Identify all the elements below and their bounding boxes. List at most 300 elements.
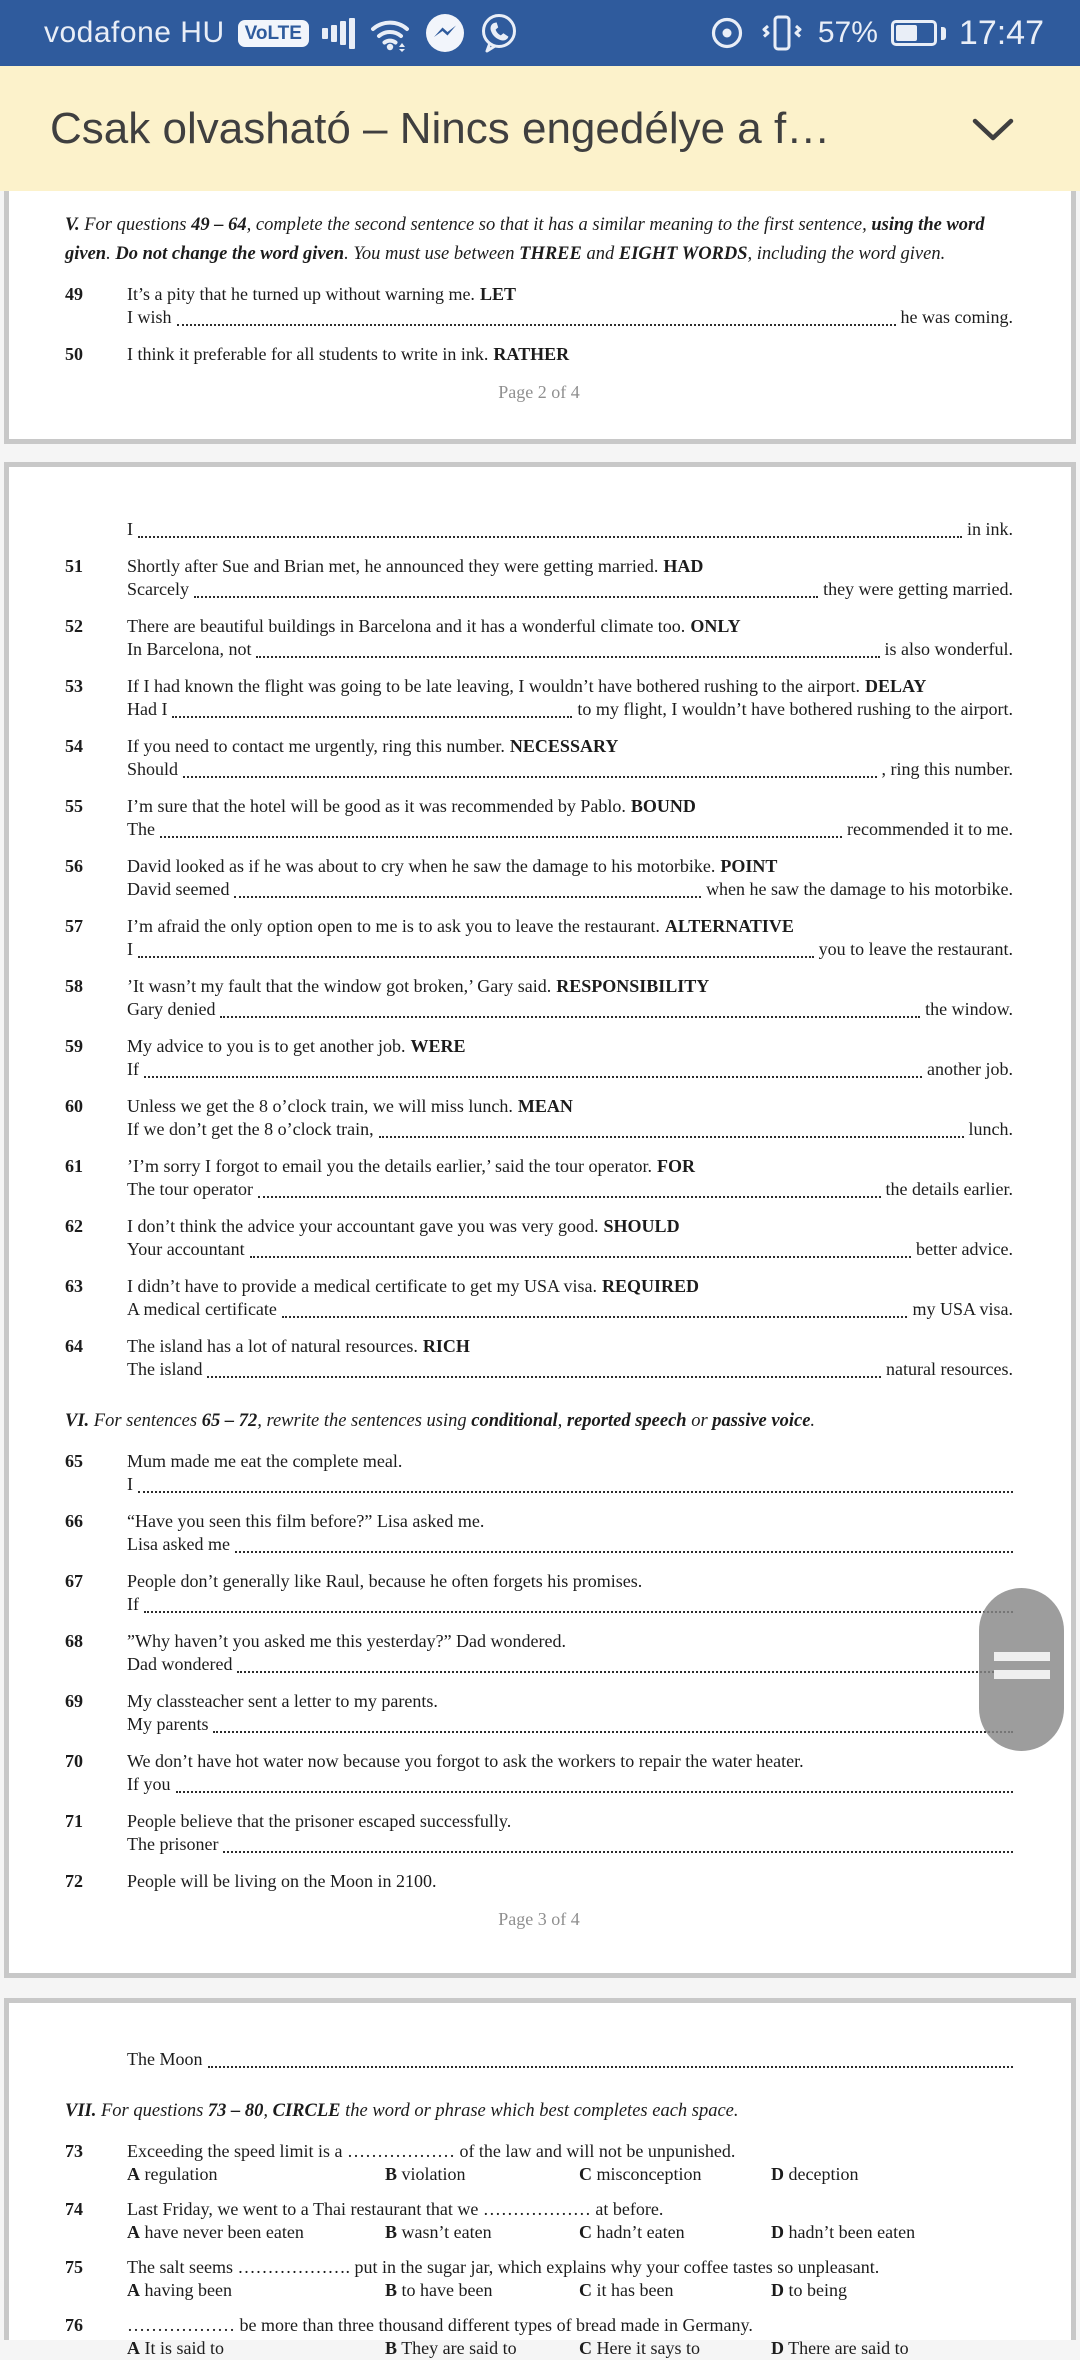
instruction-text: , rewrite the sentences using	[257, 1411, 472, 1431]
option-letter: B	[385, 2164, 398, 2184]
answer-line	[127, 1298, 1013, 1321]
sentence-text: It’s a pity that he turned up without warning me.	[127, 284, 475, 304]
instruction-text: or	[686, 1411, 713, 1431]
option-letter: D	[771, 2280, 784, 2300]
answer-line	[127, 1238, 1013, 1261]
mcq-option	[385, 2221, 579, 2244]
answer-line	[127, 1773, 1013, 1796]
question-sentence	[127, 675, 1013, 698]
instruction-text: 49 – 64	[191, 215, 247, 235]
question-item	[65, 2140, 1013, 2186]
option-text: There are said to	[784, 2338, 909, 2358]
document-page	[4, 191, 1076, 444]
question-body	[127, 343, 1013, 366]
answer-line	[127, 1358, 1013, 1381]
banner-title: Csak olvasható – Nincs engedélye a f…	[50, 103, 831, 153]
instruction-text: For questions	[96, 2101, 208, 2121]
answer-prefix: I	[127, 519, 133, 539]
option-letter: C	[579, 2280, 592, 2300]
sentence-text: My classteacher sent a letter to my parents.	[127, 1691, 438, 1711]
question-sentence	[127, 1810, 1013, 1833]
question-number: 75	[65, 2257, 83, 2277]
question-body	[127, 1450, 1013, 1496]
answer-prefix: Had I	[127, 699, 168, 719]
given-keyword: FOR	[656, 1156, 695, 1176]
given-keyword: POINT	[720, 856, 778, 876]
question-number: 68	[65, 1631, 83, 1651]
question-item	[65, 1750, 1013, 1796]
answer-dots	[138, 521, 962, 538]
mcq-option	[771, 2163, 1013, 2186]
question-item	[65, 2256, 1013, 2302]
question-number: 49	[65, 284, 83, 304]
question-number: 54	[65, 736, 83, 756]
answer-suffix: natural resources.	[886, 1359, 1013, 1379]
answer-suffix: when he saw the damage to his motorbike.	[706, 879, 1013, 899]
answer-dots	[250, 1241, 911, 1258]
question-body	[127, 975, 1013, 1021]
option-text: misconception	[592, 2164, 702, 2184]
drag-handle-lines	[994, 1670, 1050, 1679]
instruction-text: .	[106, 244, 116, 264]
instruction-text: ,	[557, 1411, 567, 1431]
question-body	[127, 1335, 1013, 1381]
instruction-text: Do not change the word given	[115, 244, 345, 264]
answer-suffix: to my flight, I wouldn’t have bothered rushing to the airport.	[577, 699, 1013, 719]
question-body	[127, 795, 1013, 841]
answer-dots	[207, 1361, 881, 1378]
instruction-text: , including the word given.	[747, 244, 946, 264]
answer-line	[127, 758, 1013, 781]
question-body	[127, 1630, 1013, 1676]
question-item	[65, 1035, 1013, 1081]
sentence-text: The island has a lot of natural resources.	[127, 1336, 418, 1356]
sentence-text: People will be living on the Moon in 2100.	[127, 1871, 437, 1891]
sentence-text: ’I’m sorry I forgot to email you the details earlier,’ said the tour operator.	[127, 1156, 652, 1176]
question-sentence	[127, 343, 1013, 366]
sentence-text: ’It wasn’t my fault that the window got broken,’ Gary said.	[127, 976, 552, 996]
answer-line	[127, 1593, 1013, 1616]
option-letter: D	[771, 2164, 784, 2184]
question-body	[127, 1155, 1013, 1201]
answer-line	[127, 638, 1013, 661]
question-number: 66	[65, 1511, 83, 1531]
viber-icon	[478, 12, 520, 54]
instruction-text: the word or phrase which best completes each space.	[340, 2101, 739, 2121]
question-item	[65, 1095, 1013, 1141]
given-keyword: SHOULD	[603, 1216, 680, 1236]
answer-dots	[194, 581, 818, 598]
mcq-option	[771, 2337, 1013, 2360]
question-body	[127, 1215, 1013, 1261]
question-sentence	[127, 2198, 1013, 2221]
instruction-text: passive voice	[712, 1411, 811, 1431]
question-item	[65, 1870, 1013, 1893]
answer-dots	[177, 309, 896, 326]
instruction-text: VII.	[65, 2101, 97, 2121]
question-sentence	[127, 615, 1013, 638]
given-keyword: WERE	[410, 1036, 466, 1056]
mcq-option	[127, 2279, 385, 2302]
document-page	[4, 462, 1076, 1978]
question-body	[127, 1690, 1013, 1736]
question-item	[65, 2198, 1013, 2244]
instruction-text: 73 – 80	[207, 2101, 264, 2121]
vibrate-icon	[759, 13, 805, 53]
question-number: 73	[65, 2141, 83, 2161]
document-scroll-area[interactable]	[0, 191, 1080, 2358]
question-number: 63	[65, 1276, 83, 1296]
question-body	[127, 1810, 1013, 1856]
answer-dots	[138, 941, 814, 958]
instruction-text: using the word given	[65, 215, 985, 264]
eye-icon	[708, 14, 746, 52]
sentence-text: Shortly after Sue and Brian met, he announced they were getting married.	[127, 556, 659, 576]
question-body	[127, 615, 1013, 661]
mcq-option	[127, 2221, 385, 2244]
answer-dots	[256, 641, 879, 658]
option-letter: D	[771, 2222, 784, 2242]
document-pages	[0, 191, 1080, 2358]
answer-line	[127, 1118, 1013, 1141]
answer-line	[127, 518, 1013, 541]
answer-prefix: The Moon	[127, 2049, 203, 2069]
question-body	[127, 2048, 1013, 2071]
answer-prefix: The tour operator	[127, 1179, 253, 1199]
question-sentence	[127, 1510, 1013, 1533]
page-number-footer: Page 3 of 4	[498, 1909, 580, 1929]
question-sentence	[127, 1035, 1013, 1058]
mcq-option	[579, 2163, 771, 2186]
option-letter: A	[127, 2164, 140, 2184]
question-body	[127, 2256, 1013, 2302]
option-letter: B	[385, 2280, 398, 2300]
question-item	[65, 735, 1013, 781]
option-text: regulation	[140, 2164, 218, 2184]
sentence-text: I’m sure that the hotel will be good as it was recommended by Pablo.	[127, 796, 626, 816]
sentence-text: If you need to contact me urgently, ring this number.	[127, 736, 505, 756]
given-keyword: MEAN	[517, 1096, 573, 1116]
question-number: 53	[65, 676, 83, 696]
sentence-text: People don’t generally like Raul, because he often forgets his promises.	[127, 1571, 643, 1591]
question-number: 71	[65, 1811, 83, 1831]
option-letter: A	[127, 2222, 140, 2242]
given-keyword: RESPONSIBILITY	[556, 976, 710, 996]
sentence-text: Unless we get the 8 o’clock train, we will miss lunch.	[127, 1096, 513, 1116]
question-item	[65, 855, 1013, 901]
answer-suffix: he was coming.	[900, 307, 1013, 327]
answer-prefix: I	[127, 1474, 133, 1494]
answer-prefix: I	[127, 939, 133, 959]
question-body	[127, 1750, 1013, 1796]
option-text: to have been	[397, 2280, 493, 2300]
question-sentence	[127, 795, 1013, 818]
instruction-text: .	[810, 1411, 816, 1431]
option-text: wasn’t eaten	[397, 2222, 492, 2242]
given-keyword: RATHER	[493, 344, 570, 364]
question-body	[127, 735, 1013, 781]
carrier-label: vodafone HU	[44, 16, 225, 49]
question-body	[127, 675, 1013, 721]
answer-prefix: If we don’t get the 8 o’clock train,	[127, 1119, 374, 1139]
option-text: It is said to	[140, 2338, 224, 2358]
question-sentence	[127, 2314, 1013, 2337]
answer-suffix: is also wonderful.	[884, 639, 1013, 659]
document-page	[4, 1998, 1076, 2358]
question-number: 64	[65, 1336, 83, 1356]
sentence-text: We don’t have hot water now because you forgot to ask the workers to repair the water heater.	[127, 1751, 804, 1771]
answer-dots	[138, 1476, 1013, 1493]
sentence-text: I’m afraid the only option open to me is to ask you to leave the restaurant.	[127, 916, 660, 936]
answer-dots	[176, 1776, 1014, 1793]
given-keyword: ONLY	[690, 616, 741, 636]
option-text: They are said to	[397, 2338, 517, 2358]
messenger-icon	[425, 13, 465, 53]
question-sentence	[127, 1870, 1013, 1893]
question-sentence	[127, 915, 1013, 938]
question-body	[127, 1095, 1013, 1141]
option-text: deception	[784, 2164, 859, 2184]
instruction-text: conditional	[471, 1411, 558, 1431]
question-number	[65, 518, 127, 541]
answer-prefix: Scarcely	[127, 579, 189, 599]
question-item	[65, 555, 1013, 601]
question-number: 65	[65, 1451, 83, 1471]
question-body	[127, 1275, 1013, 1321]
option-letter: B	[385, 2338, 398, 2358]
answer-prefix: A medical certificate	[127, 1299, 277, 1319]
mcq-option	[579, 2221, 771, 2244]
answer-line	[127, 818, 1013, 841]
fast-scroll-handle[interactable]	[979, 1588, 1064, 1751]
answer-prefix: Should	[127, 759, 179, 779]
answer-dots	[379, 1121, 964, 1138]
answer-line	[127, 998, 1013, 1021]
answer-prefix: The island	[127, 1359, 203, 1379]
question-number	[65, 2048, 127, 2071]
question-number: 69	[65, 1691, 83, 1711]
question-sentence	[127, 1450, 1013, 1473]
question-number: 67	[65, 1571, 83, 1591]
answer-prefix: My parents	[127, 1714, 209, 1734]
answer-suffix: , ring this number.	[881, 759, 1013, 779]
instruction-text: 65 – 72	[201, 1411, 258, 1431]
question-item	[65, 1630, 1013, 1676]
answer-prefix: Dad wondered	[127, 1654, 233, 1674]
answer-line	[127, 698, 1013, 721]
question-item	[65, 1155, 1013, 1201]
option-letter: C	[579, 2222, 592, 2242]
answer-dots	[183, 761, 876, 778]
given-keyword: BOUND	[630, 796, 696, 816]
option-text: hadn’t eaten	[592, 2222, 685, 2242]
answer-suffix: lunch.	[968, 1119, 1013, 1139]
answer-dots	[160, 821, 842, 838]
question-sentence	[127, 2140, 1013, 2163]
sentence-text: If I had known the flight was going to be late leaving, I wouldn’t have bothered rushing to the airport.	[127, 676, 860, 696]
question-item	[65, 795, 1013, 841]
question-body	[127, 1870, 1013, 1893]
question-sentence	[127, 1275, 1013, 1298]
sentence-text: My advice to you is to get another job.	[127, 1036, 406, 1056]
answer-suffix: they were getting married.	[823, 579, 1013, 599]
instruction-text: For questions	[79, 215, 192, 235]
option-letter: A	[127, 2280, 140, 2300]
instruction-text: . You must use between	[344, 244, 520, 264]
answer-dots	[235, 1536, 1013, 1553]
given-keyword: NECESSARY	[509, 736, 619, 756]
option-text: have never been eaten	[140, 2222, 304, 2242]
answer-line	[127, 1178, 1013, 1201]
instruction-text: VI.	[65, 1411, 90, 1431]
answer-line	[127, 578, 1013, 601]
mcq-option	[385, 2337, 579, 2360]
mcq-option	[127, 2163, 385, 2186]
sentence-text: The salt seems ………………. put in the sugar jar, which explains why your coffee tastes so unpleasant.	[127, 2257, 880, 2277]
mcq-options	[127, 2279, 1013, 2302]
instruction-text: V.	[65, 215, 80, 235]
question-number: 58	[65, 976, 83, 996]
answer-suffix: my USA visa.	[912, 1299, 1013, 1319]
answer-line	[127, 1473, 1013, 1496]
answer-prefix: The	[127, 819, 155, 839]
mcq-option	[579, 2337, 771, 2360]
battery-nub	[941, 27, 946, 40]
page-number-footer: Page 2 of 4	[498, 382, 580, 402]
given-keyword: DELAY	[865, 676, 927, 696]
answer-line	[127, 878, 1013, 901]
question-item	[65, 1570, 1013, 1616]
answer-prefix: If	[127, 1594, 139, 1614]
instruction-text: THREE	[519, 244, 582, 264]
mcq-option	[771, 2221, 1013, 2244]
answer-dots	[258, 1181, 881, 1198]
mcq-option	[579, 2279, 771, 2302]
chevron-down-icon[interactable]	[970, 114, 1016, 144]
answer-dots	[144, 1061, 922, 1078]
question-number: 56	[65, 856, 83, 876]
question-item	[65, 343, 1013, 366]
question-item	[65, 675, 1013, 721]
answer-prefix: The prisoner	[127, 1834, 219, 1854]
clock-label: 17:47	[958, 13, 1044, 52]
answer-prefix: If you	[127, 1774, 171, 1794]
answer-line	[127, 1533, 1013, 1556]
sentence-text: ”Why haven’t you asked me this yesterday?” Dad wondered.	[127, 1631, 567, 1651]
question-item	[65, 1335, 1013, 1381]
question-body	[127, 2198, 1013, 2244]
question-sentence	[127, 1215, 1013, 1238]
question-item	[65, 518, 1013, 541]
question-item	[65, 1690, 1013, 1736]
question-number: 76	[65, 2315, 83, 2335]
sentence-text: Mum made me eat the complete meal.	[127, 1451, 403, 1471]
option-letter: B	[385, 2222, 398, 2242]
sentence-text: David looked as if he was about to cry when he saw the damage to his motorbike.	[127, 856, 716, 876]
answer-dots	[208, 2051, 1014, 2068]
instruction-text: , complete the second sentence so that it has a similar meaning to the first sentence,	[246, 215, 872, 235]
question-number: 59	[65, 1036, 83, 1056]
question-sentence	[127, 1095, 1013, 1118]
question-sentence	[127, 1155, 1013, 1178]
mcq-options	[127, 2221, 1013, 2244]
sentence-text: I think it preferable for all students to write in ink.	[127, 344, 489, 364]
answer-suffix: the details earlier.	[885, 1179, 1013, 1199]
mcq-option	[771, 2279, 1013, 2302]
option-text: Here it says to	[592, 2338, 700, 2358]
given-keyword: RICH	[422, 1336, 470, 1356]
answer-suffix: better advice.	[916, 1239, 1013, 1259]
question-body	[127, 915, 1013, 961]
readonly-banner[interactable]	[0, 66, 1080, 191]
answer-suffix: another job.	[927, 1059, 1013, 1079]
answer-line	[127, 938, 1013, 961]
question-number: 61	[65, 1156, 83, 1176]
question-body	[127, 1035, 1013, 1081]
answer-dots	[220, 1001, 920, 1018]
answer-dots	[223, 1836, 1013, 1853]
question-item	[65, 1810, 1013, 1856]
given-keyword: REQUIRED	[602, 1276, 700, 1296]
question-number: 57	[65, 916, 83, 936]
sentence-text: There are beautiful buildings in Barcelona and it has a wonderful climate too.	[127, 616, 686, 636]
given-keyword: HAD	[663, 556, 704, 576]
option-text: having been	[140, 2280, 232, 2300]
option-text: it has been	[592, 2280, 674, 2300]
mcq-option	[385, 2163, 579, 2186]
answer-line	[127, 1713, 1013, 1736]
question-item	[65, 283, 1013, 329]
drag-handle-lines	[994, 1652, 1050, 1661]
question-number: 52	[65, 616, 83, 636]
question-sentence	[127, 855, 1013, 878]
mcq-options	[127, 2337, 1013, 2360]
question-body	[127, 855, 1013, 901]
question-sentence	[127, 2256, 1013, 2279]
sentence-text: People believe that the prisoner escaped successfully.	[127, 1811, 512, 1831]
mcq-option	[385, 2279, 579, 2302]
answer-prefix: If	[127, 1059, 139, 1079]
answer-prefix: Lisa asked me	[127, 1534, 230, 1554]
wifi-icon	[368, 14, 412, 52]
sentence-text: Last Friday, we went to a Thai restaurant that we ……………… at before.	[127, 2199, 664, 2219]
sentence-text: “Have you seen this film before?” Lisa asked me.	[127, 1511, 485, 1531]
question-item	[65, 1510, 1013, 1556]
question-sentence	[127, 1570, 1013, 1593]
section-instructions	[65, 2097, 1013, 2126]
option-text: hadn’t been eaten	[784, 2222, 916, 2242]
volte-badge: VoLTE	[238, 20, 309, 47]
question-item	[65, 2314, 1013, 2360]
answer-prefix: I wish	[127, 307, 172, 327]
question-sentence	[127, 735, 1013, 758]
question-sentence	[127, 1750, 1013, 1773]
question-body	[127, 1570, 1013, 1616]
instruction-text: For sentences	[89, 1411, 202, 1431]
answer-prefix: Gary denied	[127, 999, 216, 1019]
question-item	[65, 1215, 1013, 1261]
answer-line	[127, 1833, 1013, 1856]
question-number: 55	[65, 796, 83, 816]
answer-dots	[234, 881, 701, 898]
answer-dots	[172, 701, 572, 718]
question-body	[127, 555, 1013, 601]
battery-icon	[891, 20, 937, 46]
sentence-text: I didn’t have to provide a medical certificate to get my USA visa.	[127, 1276, 598, 1296]
question-item	[65, 1275, 1013, 1321]
option-letter: D	[771, 2338, 784, 2358]
given-keyword: LET	[479, 284, 516, 304]
